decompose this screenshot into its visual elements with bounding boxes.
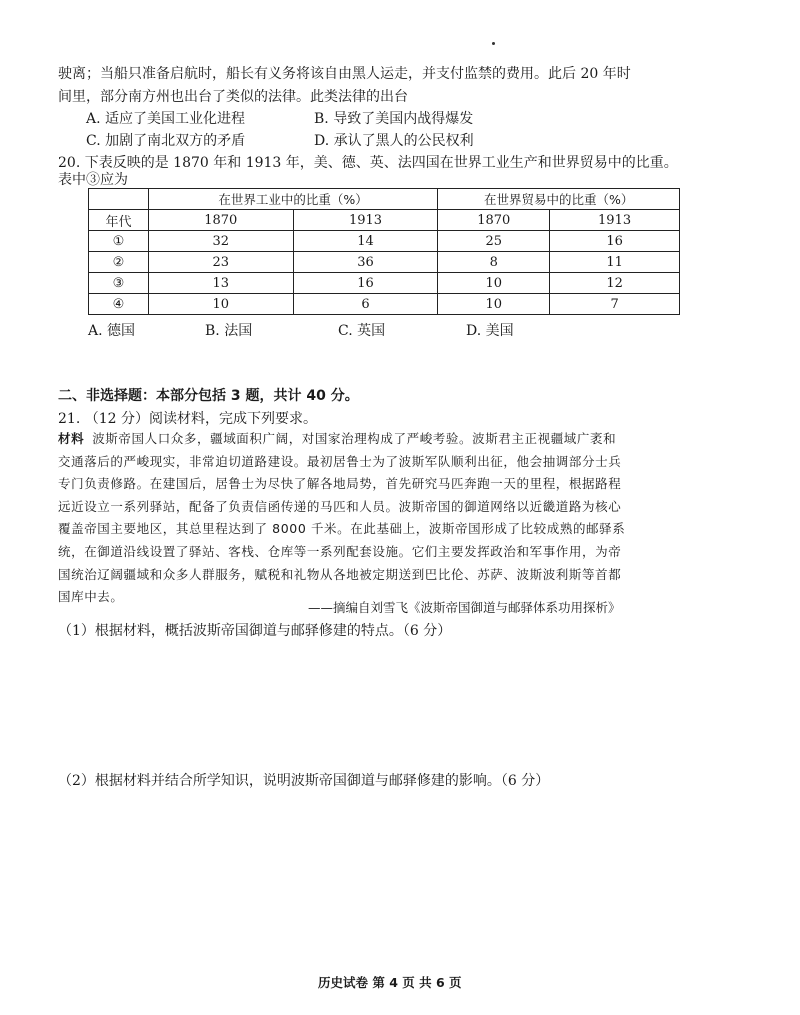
material-line: 专门负责修路。在建国后，居鲁士为尽快了解各地局势，首先研究马匹奔跑一天的里程，根据路程 <box>58 476 622 492</box>
table-cell: 13 <box>148 273 293 294</box>
q21-subquestion-2: （2）根据材料并结合所学知识，说明波斯帝国御道与邮驿修建的影响。（6 分） <box>58 773 550 789</box>
table-cell: 6 <box>293 294 438 315</box>
q19-option-d: D. 承认了黑人的公民权利 <box>314 133 474 149</box>
q20-data-table <box>88 188 680 315</box>
table-row <box>89 273 680 294</box>
material-source: ——摘编自刘雪飞《波斯帝国御道与邮驿体系功用探析》 <box>308 600 621 615</box>
table-cell: 23 <box>148 252 293 273</box>
table-cell: 7 <box>550 294 680 315</box>
material-line: 交通落后的严峻现实，非常迫切道路建设。最初居鲁士为了波斯军队顺利出征，他会抽调部分士兵 <box>58 453 622 469</box>
year-cell: 1913 <box>550 210 680 231</box>
table-cell: 10 <box>148 294 293 315</box>
table-cell: 32 <box>148 231 293 252</box>
scan-speck <box>492 42 495 45</box>
q21-subquestion-1: （1）根据材料，概括波斯帝国御道与邮驿修建的特点。（6 分） <box>58 623 452 639</box>
table-row <box>89 294 680 315</box>
q19-text-line2: 间里，部分南方州也出台了类似的法律。此类法律的出台 <box>58 89 408 105</box>
material-line <box>58 428 670 451</box>
material-line: 覆盖帝国主要地区，其总里程达到了 8000 千米。在此基础上，波斯帝国形成了比较成熟的邮驿系 <box>58 521 626 537</box>
material-label: 材料 <box>58 431 85 446</box>
row-label: ③ <box>89 273 149 294</box>
material-line: 国库中去。 <box>58 589 124 605</box>
q20-option-b: B. 法国 <box>205 323 253 339</box>
q20-option-a: A. 德国 <box>88 323 136 339</box>
year-label-cell: 年代 <box>89 210 149 231</box>
header-trade: 在世界贸易中的比重（%） <box>438 189 680 210</box>
q21-title: 21. （12 分）阅读材料，完成下列要求。 <box>58 411 317 427</box>
material-line: 国统治辽阔疆域和众多人群服务，赋税和礼物从各地被定期送到巴比伦、苏萨、波斯波利斯等首都 <box>58 566 622 582</box>
table-cell: 14 <box>293 231 438 252</box>
table-cell: 25 <box>438 231 550 252</box>
table-row <box>89 252 680 273</box>
q20-option-d: D. 美国 <box>466 323 514 339</box>
q19-option-b: B. 导致了美国内战得爆发 <box>314 111 474 127</box>
section-heading: 二、非选择题：本部分包括 3 题，共计 40 分。 <box>58 388 359 404</box>
table-year-row <box>89 210 680 231</box>
table-cell: 16 <box>550 231 680 252</box>
table-cell: 10 <box>438 294 550 315</box>
material-passage <box>58 428 670 609</box>
row-label: ② <box>89 252 149 273</box>
table-cell: 11 <box>550 252 680 273</box>
table-cell: 10 <box>438 273 550 294</box>
year-cell: 1870 <box>148 210 293 231</box>
table-cell: 12 <box>550 273 680 294</box>
page-footer: 历史试卷 第 4 页 共 6 页 <box>318 975 462 990</box>
row-label: ① <box>89 231 149 252</box>
year-cell: 1870 <box>438 210 550 231</box>
row-label: ④ <box>89 294 149 315</box>
material-text: 波斯帝国人口众多，疆域面积广阔，对国家治理构成了严峻考验。波斯君主正视疆域广袤和 <box>92 431 617 446</box>
table-row <box>89 231 680 252</box>
table-cell: 8 <box>438 252 550 273</box>
q19-text-line1: 驶离；当船只准备启航时，船长有义务将该自由黑人运走，并支付监禁的费用。此后 20 年时 <box>58 66 631 82</box>
corner-cell <box>89 189 149 210</box>
year-cell: 1913 <box>293 210 438 231</box>
table-cell: 16 <box>293 273 438 294</box>
header-industry: 在世界工业中的比重（%） <box>148 189 437 210</box>
q20-stem-cont: 表中③应为 <box>58 172 128 188</box>
q20-option-c: C. 英国 <box>338 323 386 339</box>
table-cell: 36 <box>293 252 438 273</box>
material-line: 远近设立一系列驿站，配备了负责信函传递的马匹和人员。波斯帝国的御道网络以近畿道路为核心 <box>58 498 622 514</box>
q20-stem: 20. 下表反映的是 1870 年和 1913 年，美、德、英、法四国在世界工业生产和世界贸易中的比重。 <box>58 155 678 171</box>
q19-option-a: A. 适应了美国工业化进程 <box>86 111 246 127</box>
material-line: 统，在御道沿线设置了驿站、客栈、仓库等一系列配套设施。它们主要发挥政治和军事作用，为帝 <box>58 543 622 559</box>
table-header-row <box>89 189 680 210</box>
q19-option-c: C. 加剧了南北双方的矛盾 <box>86 133 246 149</box>
